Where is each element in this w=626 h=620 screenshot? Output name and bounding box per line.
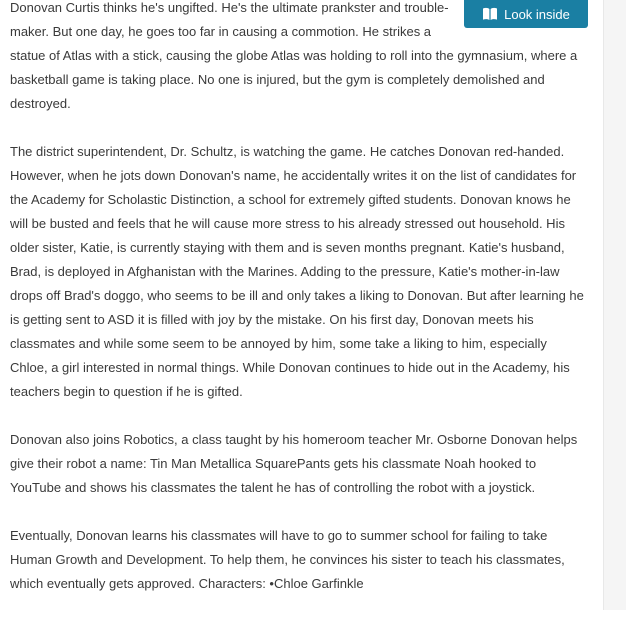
paragraph-2: The district superintendent, Dr. Schultz, is watching the game. He catches Donovan red-handed. However, when he jots down Donovan's name, he accidentally writes it on the list of candidates for the Academy for Scholastic Distinction, a school for extremely gifted students. Donovan knows he will be busted and feels that he will cause more stress to his already stressed out household. His older sister, Katie, is currently staying with them and is seven months pregnant. Katie's husband, Brad, is deployed in Afghanistan with the Marines. Adding to the pressure, Katie's mother-in-law drops off Brad's doggo, who seems to be ill and only takes a liking to Donovan. But after learning he is getting sent to ASD it is filled with joy by the mistake. On his first day, Donovan meets his classmates and while some seem to be annoyed by him, some take a liking to him, especially Chloe, a girl interested in normal things. While Donovan continues to hide out in the Academy, his teachers begin to question if he is gifted. — [10, 144, 584, 399]
book-open-icon — [482, 7, 498, 21]
paragraph-1: Donovan Curtis thinks he's ungifted. He's the ultimate prankster and trouble-maker. But one day, he goes too far in causing a commotion. He strikes a statue of Atlas with a stick, causing the globe Atlas was holding to roll into the gymnasium, where a basketball game is taking place. No one is injured, but the gym is completely demolished and destroyed. — [10, 0, 578, 111]
paragraph-4: Eventually, Donovan learns his classmates will have to go to summer school for failing to take Human Growth and Development. To help them, he convinces his sister to teach his classmates, which eventually gets approved. Characters: •Chloe Garfinkle — [10, 528, 565, 591]
look-inside-button[interactable] — [464, 0, 588, 28]
vertical-scrollbar[interactable] — [603, 0, 626, 610]
article-body — [10, 0, 588, 620]
look-inside-label: Look inside — [504, 6, 570, 22]
paragraph-3: Donovan also joins Robotics, a class taught by his homeroom teacher Mr. Osborne Donovan helps give their robot a name: Tin Man Metallica SquarePants gets his classmate Noah hooked to YouTube and shows his classmates the talent he has of controlling the robot with a joystick. — [10, 432, 578, 495]
